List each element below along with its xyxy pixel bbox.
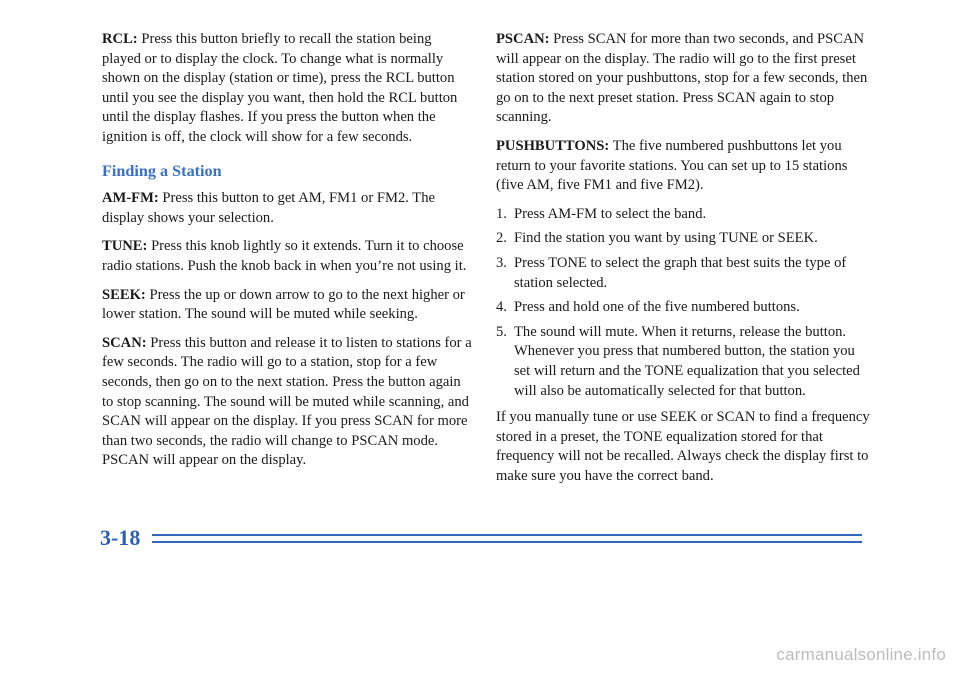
seek-paragraph — [102, 286, 474, 325]
step-number: 5. — [496, 323, 507, 340]
am-fm-term: AM-FM: — [102, 190, 159, 207]
step-text: Press and hold one of the five numbered buttons. — [514, 299, 800, 316]
scan-paragraph — [102, 334, 474, 471]
step-number: 4. — [496, 299, 507, 316]
step-number: 2. — [496, 230, 507, 247]
tune-paragraph — [102, 237, 474, 276]
step-item — [496, 298, 874, 318]
pscan-term: PSCAN: — [496, 31, 550, 47]
step-text: Press AM-FM to select the band. — [514, 205, 707, 222]
seek-term: SEEK: — [102, 286, 146, 303]
seek-text: Press the up or down arrow to go to the next higher or lower station. The sound will be muted while seeking. — [102, 286, 465, 323]
pushbuttons-term: PUSHBUTTONS: — [496, 137, 610, 154]
step-text: The sound will mute. When it returns, release the button. Whenever you press that numbered button, the station you set will return and the TONE equalization that you selected will also be automatically selected for that button. — [514, 323, 860, 399]
pushbuttons-paragraph — [496, 137, 874, 196]
step-item — [496, 205, 874, 225]
am-fm-text: Press this button to get AM, FM1 or FM2. The display shows your selection. — [102, 190, 435, 226]
step-item — [496, 254, 874, 293]
right-column — [496, 30, 874, 495]
footer-rule — [152, 541, 862, 543]
scan-text: Press this button and release it to listen to stations for a few seconds. The radio will go to a station, stop for a few seconds, then go on to the next station. Press the button again to stop scanning. The sound will be muted while scanning, and SCAN will appear on the display. If you press SCAN for more than two seconds, the radio will change to PSCAN mode. PSCAN will appear on the display. — [102, 334, 472, 469]
page-number: 3-18 — [100, 525, 141, 550]
footer-rule — [152, 534, 862, 536]
pushbuttons-text: The five numbered pushbuttons let you return to your favorite stations. You can set up to 15 stations (five AM, five FM1 and five FM2). — [496, 137, 848, 194]
step-item — [496, 323, 874, 401]
step-text: Find the station you want by using TUNE or SEEK. — [514, 230, 818, 247]
step-number: 3. — [496, 254, 507, 271]
preset-steps-list — [496, 205, 874, 401]
closing-paragraph: If you manually tune or use SEEK or SCAN to find a frequency stored in a preset, the TONE equalization stored for that frequency will not be recalled. Always check the display first to make sure you have the correct band. — [496, 409, 870, 484]
rcl-paragraph — [102, 30, 474, 148]
pscan-paragraph — [496, 30, 874, 128]
scan-term: SCAN: — [102, 334, 147, 351]
tune-term: TUNE: — [102, 238, 148, 255]
am-fm-paragraph — [102, 189, 474, 228]
step-number: 1. — [496, 205, 507, 222]
page-footer — [100, 523, 862, 553]
step-item — [496, 229, 874, 249]
pscan-text: Press SCAN for more than two seconds, and PSCAN will appear on the display. The radio will go to the first preset station stored on your pushbuttons, stop for a few seconds, then go on to the next preset station. Press SCAN again to stop scanning. — [496, 31, 868, 126]
rcl-text: Press this button briefly to recall the station being played or to display the clock. To change what is normally shown on the display (station or time), press the RCL button until you see the display you want, then hold the RCL button until the display flashes. If you press the button when the ignition is off, the clock will show for a few seconds. — [102, 31, 458, 145]
step-text: Press TONE to select the graph that best suits the type of station selected. — [514, 254, 847, 291]
watermark: carmanualsonline.info — [776, 645, 946, 664]
tune-text: Press this knob lightly so it extends. Turn it to choose radio stations. Push the knob back in when you’re not using it. — [102, 238, 467, 274]
rcl-term: RCL: — [102, 31, 138, 47]
finding-station-heading: Finding a Station — [102, 161, 222, 180]
left-column — [102, 30, 474, 480]
